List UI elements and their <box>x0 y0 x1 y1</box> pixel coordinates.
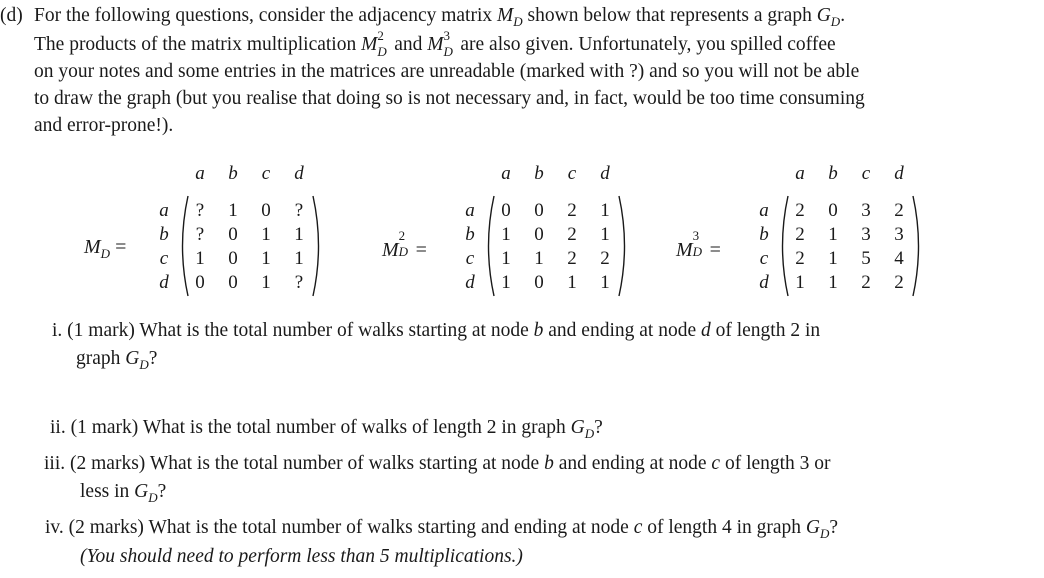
column-header: b <box>534 163 544 184</box>
row-header: a <box>759 200 769 221</box>
row-header: a <box>159 200 169 221</box>
row-header: d <box>159 272 169 293</box>
column-header: d <box>294 163 304 184</box>
question-iii: iii. (2 marks) What is the total number of walks starting at node b and ending at node c of length 3 or less in $G_D$? <box>44 453 831 505</box>
row-header: c <box>159 248 169 269</box>
matrix-cell: 2 <box>894 272 904 293</box>
matrix-cell: 1 <box>261 272 271 293</box>
matrix-cell: 2 <box>567 224 577 245</box>
matrix-cell: 2 <box>795 224 805 245</box>
matrix-2 <box>382 160 682 310</box>
matrix-cell: ? <box>294 200 304 221</box>
row-header: d <box>759 272 769 293</box>
matrix-cell: 0 <box>228 248 238 269</box>
column-header: a <box>195 163 205 184</box>
matrix-cell: 1 <box>534 248 544 269</box>
matrix-cell: 1 <box>828 248 838 269</box>
question-ii: ii. (1 mark) What is the total number of walks of length 2 in graph $G_D$? <box>50 417 603 441</box>
matrix-cell: 4 <box>894 248 904 269</box>
matrix-right-paren <box>617 194 631 298</box>
matrix-cell: 1 <box>828 272 838 293</box>
matrix-cell: ? <box>294 272 304 293</box>
matrix-cell: 1 <box>261 224 271 245</box>
row-header: d <box>465 272 475 293</box>
matrix-cell: 0 <box>228 272 238 293</box>
column-header: a <box>795 163 805 184</box>
question-intro <box>0 2 1000 139</box>
matrix-1 <box>84 160 384 310</box>
column-header: b <box>228 163 238 184</box>
matrix-cell: ? <box>195 224 205 245</box>
row-header: c <box>759 248 769 269</box>
matrix-cell: 1 <box>261 248 271 269</box>
matrix-name: M 3 D = <box>676 228 721 261</box>
matrix-cell: 0 <box>228 224 238 245</box>
matrix-cell: 1 <box>294 248 304 269</box>
matrix-left-paren <box>482 194 496 298</box>
matrix-cell: 1 <box>600 224 610 245</box>
intro-line-1: (d) For the following questions, consider the adjacency matrix $M_D$ shown below that represents a graph $G_D$. <box>0 2 1000 30</box>
matrix-cell: 1 <box>600 272 610 293</box>
matrix-cell: 1 <box>501 272 511 293</box>
column-header: a <box>501 163 511 184</box>
matrix-right-paren <box>311 194 325 298</box>
column-header: c <box>861 163 871 184</box>
matrix-cell: 3 <box>861 224 871 245</box>
part-label: (d) <box>0 5 23 26</box>
matrix-cell: 1 <box>795 272 805 293</box>
matrix-cell: 0 <box>828 200 838 221</box>
row-header: b <box>759 224 769 245</box>
matrix-cell: 2 <box>795 200 805 221</box>
question-iv: iv. (2 marks) What is the total number of walks starting and ending at node c of length 4 in graph $G_D$? (You should need to perform less than 5 multiplications.) <box>45 517 839 567</box>
matrix-3 <box>676 160 976 310</box>
row-header: b <box>159 224 169 245</box>
column-header: d <box>894 163 904 184</box>
matrix-left-paren <box>176 194 190 298</box>
matrix-cell: 0 <box>195 272 205 293</box>
intro-line-5: and error-prone!). <box>34 115 174 136</box>
matrix-cell: 0 <box>534 200 544 221</box>
matrix-cell: 1 <box>600 200 610 221</box>
row-header: b <box>465 224 475 245</box>
matrix-cell: 0 <box>534 272 544 293</box>
intro-line-4: to draw the graph (but you realise that doing so is not necessary and, in fact, would be too time consuming <box>34 88 865 109</box>
column-header: c <box>261 163 271 184</box>
intro-line-3: on your notes and some entries in the matrices are unreadable (marked with ?) and so you will not be able <box>34 61 860 82</box>
matrix-cell: 2 <box>600 248 610 269</box>
matrix-cell: 2 <box>795 248 805 269</box>
matrix-cell: 2 <box>894 200 904 221</box>
matrix-name: M 2 D = <box>382 228 427 261</box>
matrix-cell: 1 <box>501 248 511 269</box>
matrix-cell: 0 <box>534 224 544 245</box>
matrix-left-paren <box>776 194 790 298</box>
matrix-cell: 1 <box>828 224 838 245</box>
question-iv-note: (You should need to perform less than 5 multiplications.) <box>80 546 523 567</box>
matrix-cell: 0 <box>501 200 511 221</box>
column-header: b <box>828 163 838 184</box>
row-header: c <box>465 248 475 269</box>
intro-line-2: The products of the matrix multiplication M 2 D and M 3 D are also given. Unfortunately, you spilled coffee <box>34 28 836 59</box>
matrix-cell: 0 <box>261 200 271 221</box>
matrix-cell: 1 <box>195 248 205 269</box>
column-header: d <box>600 163 610 184</box>
column-header: c <box>567 163 577 184</box>
matrix-cell: 5 <box>861 248 871 269</box>
matrix-name: $M_D$ = <box>84 236 127 261</box>
question-i: i. (1 mark) What is the total number of walks starting at node b and ending at node d of length 2 in graph $G_D$? <box>52 320 821 372</box>
matrix-cell: 1 <box>501 224 511 245</box>
row-header: a <box>465 200 475 221</box>
matrix-cell: 2 <box>861 272 871 293</box>
matrix-cell: 1 <box>294 224 304 245</box>
matrix-cell: 2 <box>567 200 577 221</box>
matrix-cell: 3 <box>894 224 904 245</box>
matrix-cell: 2 <box>567 248 577 269</box>
matrix-right-paren <box>911 194 925 298</box>
matrix-cell: 3 <box>861 200 871 221</box>
matrix-cell: 1 <box>567 272 577 293</box>
matrix-cell: 1 <box>228 200 238 221</box>
matrix-cell: ? <box>195 200 205 221</box>
